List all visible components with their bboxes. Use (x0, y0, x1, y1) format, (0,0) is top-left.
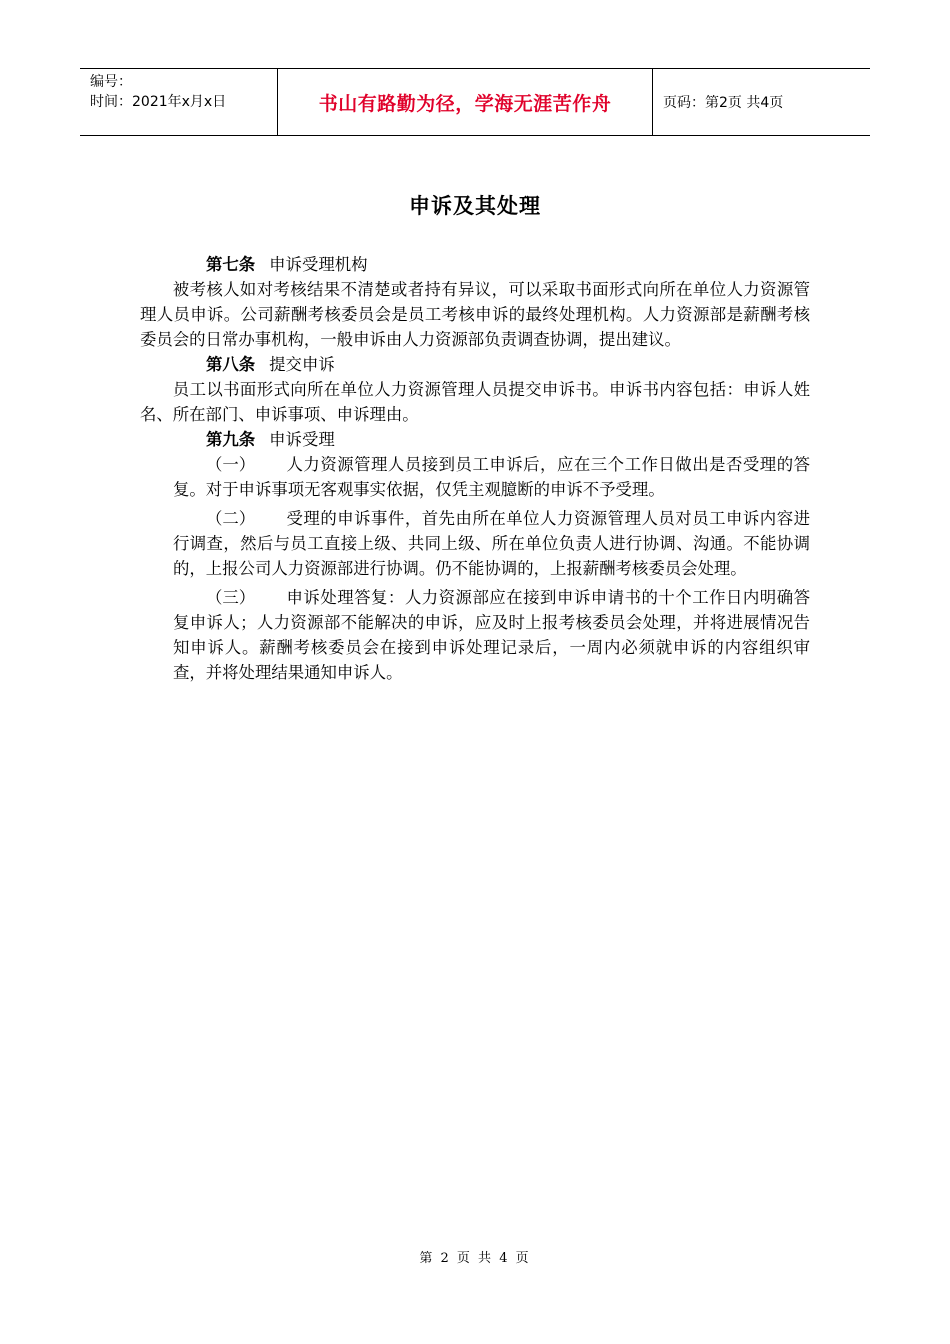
item-number: （一） (206, 455, 256, 474)
article-heading (140, 352, 810, 377)
page-footer: 第 2 页 共 4 页 (419, 1251, 531, 1266)
item-number: （二） (206, 509, 256, 528)
item-text: 人力资源管理人员接到员工申诉后，应在三个工作日做出是否受理的答复。对于申诉事项无客观事实依据，仅凭主观臆断的申诉不予受理。 (173, 455, 810, 499)
paragraph: 被考核人如对考核结果不清楚或者持有异议，可以采取书面形式向所在单位人力资源管理人员申诉。公司薪酬考核委员会是员工考核申诉的最终处理机构。人力资源部是薪酬考核委员会的日常办事机构，一般申诉由人力资源部负责调查协调，提出建议。 (140, 280, 810, 349)
article-number: 第九条 (206, 430, 256, 449)
item-text: 申诉处理答复：人力资源部应在接到申诉申请书的十个工作日内明确答复申诉人；人力资源部不能解决的申诉，应及时上报考核委员会处理，并将进展情况告知申诉人。薪酬考核委员会在接到申诉处理记录后，一周内必须就申诉的内容组织审查，并将处理结果通知申诉人。 (173, 588, 810, 682)
time-label: 时间：2021年x月x日 (90, 94, 227, 110)
document-title: 申诉及其处理 (409, 194, 541, 218)
paragraph: 员工以书面形式向所在单位人力资源管理人员提交申诉书。申诉书内容包括：申诉人姓名、所在部门、申诉事项、申诉理由。 (140, 380, 810, 424)
article-number: 第八条 (206, 355, 256, 374)
number-label: 编号： (90, 74, 132, 90)
header-motto: 书山有路勤为径，学海无涯苦作舟 (278, 69, 653, 135)
document-body (140, 252, 810, 689)
list-item (140, 585, 810, 685)
header-table (80, 68, 870, 136)
header-page-info: 页码：第2页 共4页 (663, 95, 784, 111)
article-title: 申诉受理 (269, 430, 335, 449)
item-number: （三） (206, 588, 256, 607)
article-heading (140, 427, 810, 452)
article-title: 提交申诉 (269, 355, 335, 374)
list-item (140, 506, 810, 581)
article-heading (140, 252, 810, 277)
list-item (140, 452, 810, 502)
article-title: 申诉受理机构 (269, 255, 368, 274)
article-number: 第七条 (206, 255, 256, 274)
header-meta (80, 69, 278, 135)
item-text: 受理的申诉事件，首先由所在单位人力资源管理人员对员工申诉内容进行调查，然后与员工直接上级、共同上级、所在单位负责人进行协调、沟通。不能协调的，上报公司人力资源部进行协调。仍不能协调的，上报薪酬考核委员会处理。 (173, 509, 810, 578)
